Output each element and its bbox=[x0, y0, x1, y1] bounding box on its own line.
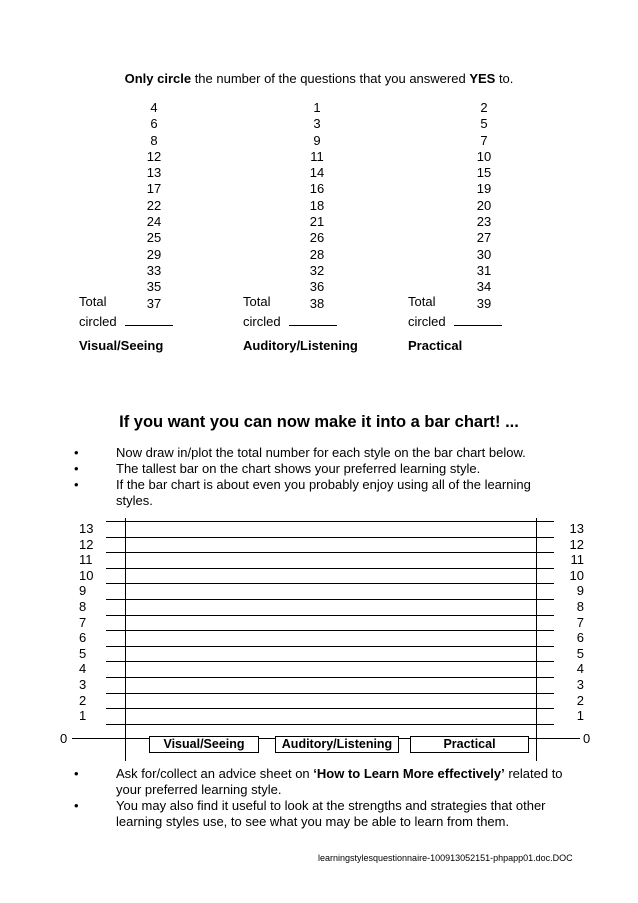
question-number[interactable]: 25 bbox=[146, 230, 162, 246]
list-item: • If the bar chart is about even you probably enjoy using all of the learning styles. bbox=[74, 477, 531, 508]
list-item: • You may also find it useful to look at the strengths and strategies that other learning styles use, to see what you may be able to learn from them. bbox=[74, 798, 546, 829]
question-number[interactable]: 36 bbox=[309, 279, 325, 295]
y-tick-label-left: 10 bbox=[79, 567, 94, 583]
y-tick-label-left: 3 bbox=[79, 677, 87, 692]
question-number[interactable]: 19 bbox=[476, 181, 492, 197]
visual-numbers-column bbox=[124, 100, 184, 312]
instruction-bold-yes: YES bbox=[469, 71, 496, 86]
question-number[interactable]: 16 bbox=[309, 181, 325, 197]
question-number[interactable]: 20 bbox=[476, 197, 492, 213]
question-number[interactable]: 12 bbox=[146, 148, 162, 164]
question-number[interactable]: 17 bbox=[146, 181, 162, 197]
y-tick-label-right: 10 bbox=[569, 567, 584, 583]
instruction-text bbox=[0, 71, 638, 86]
question-number[interactable]: 11 bbox=[310, 148, 324, 164]
category-practical: Practical bbox=[410, 736, 529, 753]
visual-total-blank[interactable] bbox=[125, 313, 173, 326]
y-tick-label-right: 2 bbox=[576, 692, 584, 708]
y-tick-label-right: 6 bbox=[576, 630, 584, 646]
question-number[interactable]: 23 bbox=[476, 214, 492, 230]
question-number[interactable]: 4 bbox=[150, 100, 158, 115]
question-number[interactable]: 8 bbox=[150, 132, 158, 148]
question-number[interactable]: 27 bbox=[476, 230, 492, 246]
advice-list bbox=[74, 766, 574, 830]
question-number[interactable]: 9 bbox=[313, 132, 321, 148]
y-axis-line bbox=[536, 518, 537, 761]
question-number[interactable]: 18 bbox=[309, 197, 325, 213]
question-number[interactable]: 5 bbox=[480, 116, 488, 132]
question-number[interactable]: 3 bbox=[313, 116, 321, 132]
question-number[interactable]: 21 bbox=[309, 214, 325, 230]
question-number[interactable]: 31 bbox=[476, 262, 492, 278]
y-tick-label-left: 1 bbox=[79, 708, 87, 724]
y-tick-label-left: 13 bbox=[79, 521, 94, 536]
question-number[interactable]: 10 bbox=[476, 148, 492, 164]
question-number[interactable]: 14 bbox=[309, 165, 325, 181]
instruction-middle: the number of the questions that you answered bbox=[191, 71, 470, 86]
style-practical: Practical bbox=[408, 338, 463, 353]
practical-total-blank[interactable] bbox=[454, 313, 502, 326]
instruction-bold-lead: Only circle bbox=[124, 71, 192, 86]
instructions-list bbox=[74, 445, 554, 509]
footer-filename: learningstylesquestionnaire-100913052151-phpapp01.doc.DOC bbox=[318, 853, 573, 863]
grid-line bbox=[106, 615, 554, 616]
question-number[interactable]: 15 bbox=[476, 165, 492, 181]
y-tick-label-right: 12 bbox=[569, 536, 584, 552]
y-tick-label-right: 13 bbox=[569, 521, 584, 536]
question-number[interactable]: 24 bbox=[146, 214, 162, 230]
y-tick-label-left: 12 bbox=[79, 536, 94, 552]
question-number[interactable]: 39 bbox=[476, 295, 492, 311]
list-item: • The tallest bar on the chart shows your preferred learning style. bbox=[74, 461, 481, 476]
auditory-total-blank[interactable] bbox=[289, 313, 337, 326]
practical-total-label: Total circled bbox=[408, 292, 502, 332]
question-number[interactable]: 2 bbox=[480, 100, 488, 115]
y-tick-label-left: 4 bbox=[79, 661, 87, 677]
y-tick-label-left: 8 bbox=[79, 599, 87, 614]
grid-line bbox=[106, 708, 554, 709]
y-tick-label-left: 5 bbox=[79, 645, 87, 661]
grid-line bbox=[106, 521, 554, 522]
auditory-total-label: Total circled bbox=[243, 292, 337, 332]
grid-line bbox=[106, 537, 554, 538]
list-item: • Ask for/collect an advice sheet on ‘How to Learn More effectively’ related to your preferred learning style. bbox=[74, 766, 563, 797]
question-number[interactable]: 35 bbox=[146, 279, 162, 295]
list-item: • Now draw in/plot the total number for each style on the bar chart below. bbox=[74, 445, 526, 460]
grid-line bbox=[106, 677, 554, 678]
y-tick-label-right: 4 bbox=[576, 661, 584, 677]
question-number[interactable]: 37 bbox=[146, 295, 162, 311]
grid-line bbox=[106, 630, 554, 631]
grid-line bbox=[106, 661, 554, 662]
grid-line bbox=[106, 583, 554, 584]
grid-line bbox=[106, 599, 554, 600]
question-number[interactable]: 6 bbox=[150, 116, 158, 132]
auditory-numbers-column bbox=[287, 100, 347, 312]
y-tick-label-left: 7 bbox=[79, 614, 87, 630]
question-number[interactable]: 30 bbox=[476, 246, 492, 262]
grid-line bbox=[106, 552, 554, 553]
instruction-end: to. bbox=[495, 71, 514, 86]
question-number[interactable]: 29 bbox=[146, 246, 162, 262]
grid-line bbox=[106, 693, 554, 694]
question-number[interactable]: 33 bbox=[146, 262, 162, 278]
category-auditory: Auditory/Listening bbox=[275, 736, 399, 753]
y-tick-label-right: 5 bbox=[576, 645, 584, 661]
grid-line bbox=[106, 646, 554, 647]
question-number[interactable]: 7 bbox=[480, 132, 488, 148]
question-number[interactable]: 28 bbox=[309, 246, 325, 262]
style-visual: Visual/Seeing bbox=[79, 338, 164, 353]
y-tick-label-left: 11 bbox=[79, 552, 93, 568]
question-number[interactable]: 13 bbox=[146, 165, 162, 181]
zero-label-left: 0 bbox=[60, 730, 68, 746]
grid-line bbox=[106, 568, 554, 569]
y-tick-label-left: 6 bbox=[79, 630, 87, 646]
y-axis-line bbox=[125, 518, 126, 761]
question-number[interactable]: 1 bbox=[313, 100, 321, 115]
zero-label-right: 0 bbox=[583, 730, 591, 746]
category-visual: Visual/Seeing bbox=[149, 736, 259, 753]
practical-numbers-column bbox=[454, 100, 514, 312]
y-tick-label-right: 8 bbox=[576, 599, 584, 614]
question-number[interactable]: 26 bbox=[309, 230, 325, 246]
question-number[interactable]: 38 bbox=[309, 295, 325, 311]
question-number[interactable]: 32 bbox=[309, 262, 325, 278]
y-tick-label-left: 2 bbox=[79, 692, 87, 708]
visual-total-label: Total circled bbox=[79, 292, 173, 332]
question-number[interactable]: 22 bbox=[146, 197, 162, 213]
grid-line bbox=[106, 724, 554, 725]
y-tick-label-right: 7 bbox=[576, 614, 584, 630]
y-tick-label-right: 11 bbox=[570, 552, 584, 568]
style-auditory: Auditory/Listening bbox=[243, 338, 358, 353]
y-tick-label-right: 9 bbox=[576, 583, 584, 599]
y-tick-label-right: 3 bbox=[576, 677, 584, 692]
y-tick-label-right: 1 bbox=[576, 708, 584, 724]
chart-heading: If you want you can now make it into a bar chart! ... bbox=[119, 413, 519, 431]
y-tick-label-left: 9 bbox=[79, 583, 87, 599]
question-number[interactable]: 34 bbox=[476, 279, 492, 295]
